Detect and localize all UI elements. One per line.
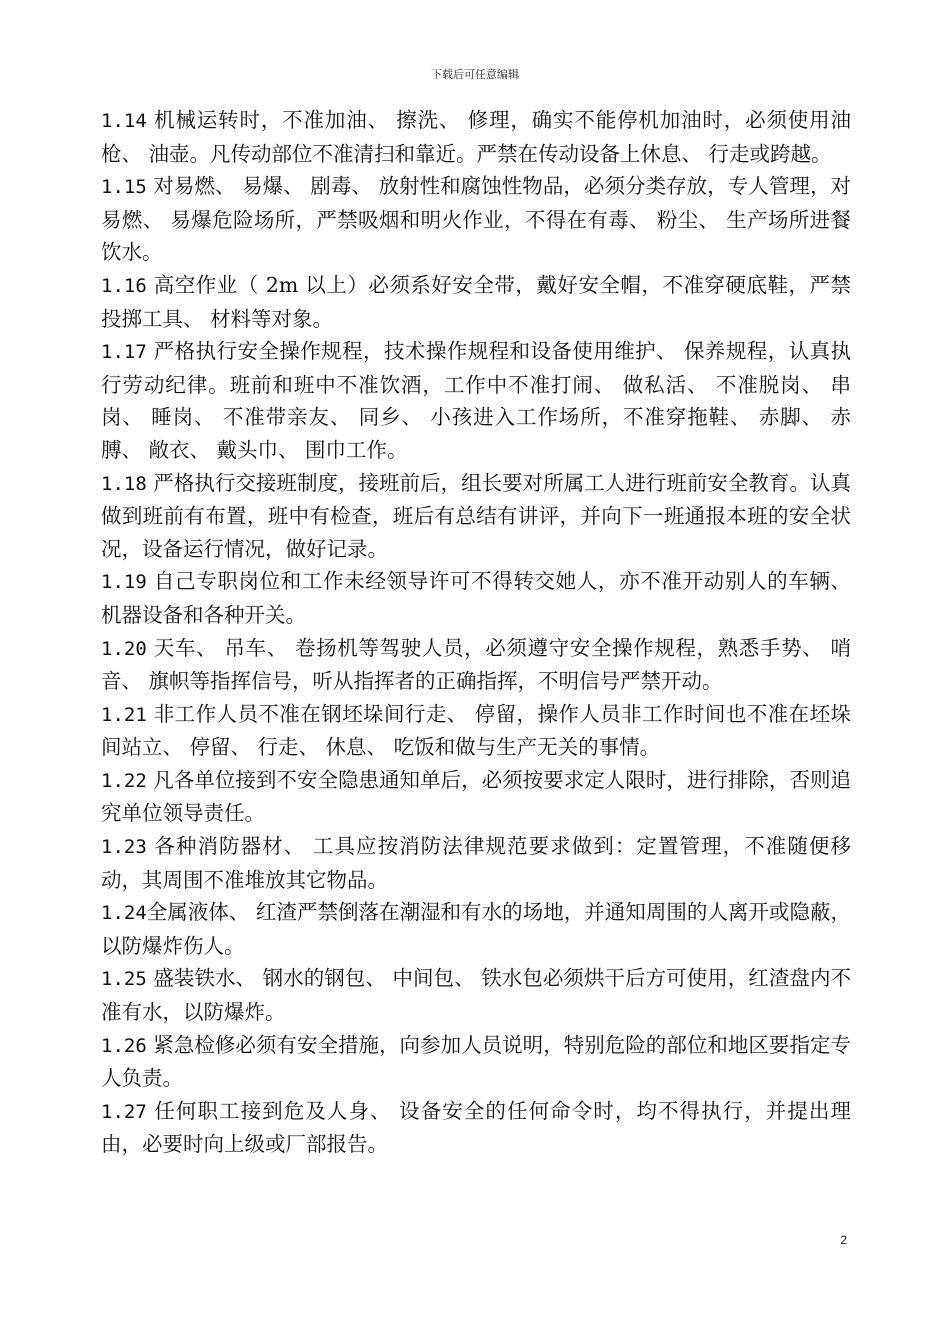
clause-text: 机械运转时，不准加油、 擦洗、 修理，确实不能停机加油时，必须使用油枪、 油壶。凡传动部位不准清扫和靠近。严禁在传动设备上休息、 行走或跨越。	[101, 108, 851, 166]
clause-number: 1.24	[101, 902, 147, 925]
clause-number: 1.25	[101, 968, 147, 991]
clause-1-19	[101, 565, 851, 631]
clause-1-27	[101, 1095, 851, 1161]
clause-text: 盛装铁水、 钢水的钢包、 中间包、 铁水包必须烘干后方可使用，红渣盘内不准有水，以防爆炸。	[101, 966, 851, 1025]
clause-number: 1.23	[101, 836, 147, 859]
clause-number: 1.19	[101, 571, 147, 594]
clause-number: 1.18	[101, 472, 147, 495]
clause-text: 任何职工接到危及人身、 设备安全的任何命令时，均不得执行，并提出理由，必要时向上级或厂部报告。	[101, 1098, 851, 1157]
page-number: 2	[840, 1233, 847, 1247]
clause-number: 1.21	[101, 703, 147, 726]
clause-1-18	[101, 467, 851, 566]
clause-number: 1.17	[101, 341, 147, 364]
clause-1-21	[101, 698, 851, 764]
clause-text: 严格执行安全操作规程，技术操作规程和设备使用维护、 保养规程，认真执行劳动纪律。班前和班中不准饮酒，工作中不准打闹、 做私活、 不准脱岗、 串岗、 睡岗、 不准带亲友、 同乡、 小孩进入工作场所，不准穿拖鞋、 赤脚、 赤膊、 敞衣、 戴头巾、 围巾工作。	[101, 339, 851, 462]
clause-1-23	[101, 830, 851, 896]
clause-number: 1.22	[101, 769, 147, 792]
clause-number: 1.27	[101, 1100, 147, 1123]
clause-number: 1.14	[101, 110, 147, 132]
clause-text: 全属液体、 红渣严禁倒落在潮湿和有水的场地，并通知周围的人离开或隐蔽，以防爆炸伤人。	[101, 900, 851, 958]
clause-1-15	[101, 170, 851, 269]
clause-text: 各种消防器材、 工具应按消防法律规范要求做到：定置管理，不准随便移动，其周围不准堆放其它物品。	[101, 834, 851, 892]
clause-text: 对易燃、 易爆、 剧毒、 放射性和腐蚀性物品，必须分类存放，专人管理，对易燃、 易爆危险场所，严禁吸烟和明火作业，不得在有毒、 粉尘、 生产场所进餐饮水。	[101, 174, 851, 265]
clause-1-25	[101, 962, 851, 1028]
clause-number: 1.20	[101, 637, 147, 660]
clause-1-17	[101, 335, 851, 466]
clause-1-22	[101, 764, 851, 830]
clause-1-14	[101, 104, 851, 170]
clause-1-16	[101, 269, 851, 335]
clause-1-24	[101, 896, 851, 962]
page-header: 下载后可任意编辑	[431, 68, 519, 81]
clause-text: 严格执行交接班制度，接班前后，组长要对所属工人进行班前安全教育。认真做到班前有布置，班中有检查，班后有总结有讲评，并向下一班通报本班的安全状况，设备运行情况，做好记录。	[101, 470, 851, 561]
clause-text: 紧急检修必须有安全措施，向参加人员说明，特别危险的部位和地区要指定专人负责。	[101, 1032, 851, 1091]
clause-1-26	[101, 1029, 851, 1095]
clause-text: 凡各单位接到不安全隐患通知单后，必须按要求定人限时，进行排除，否则追究单位领导责任。	[101, 767, 851, 826]
clause-number: 1.16	[101, 274, 147, 297]
document-body	[101, 104, 851, 1161]
clause-text: 非工作人员不准在钢坯垛间行走、 停留，操作人员非工作时间也不准在坯垛间站立、 停留、 行走、 休息、 吃饭和做与生产无关的事情。	[101, 701, 851, 760]
clause-number: 1.26	[101, 1034, 147, 1057]
clause-text: 高空作业（ 2m 以上）必须系好安全带，戴好安全帽，不准穿硬底鞋，严禁投掷工具、 材料等对象。	[101, 272, 851, 331]
clause-text: 天车、 吊车、 卷扬机等驾驶人员，必须遵守安全操作规程，熟悉手势、 哨音、 旗帜等指挥信号，听从指挥者的正确指挥，不明信号严禁开动。	[101, 635, 851, 694]
clause-1-20	[101, 632, 851, 698]
clause-number: 1.15	[101, 176, 147, 199]
clause-text: 自己专职岗位和工作未经领导许可不得转交她人，亦不准开动别人的车辆、 机器设备和各种开关。	[101, 569, 851, 627]
